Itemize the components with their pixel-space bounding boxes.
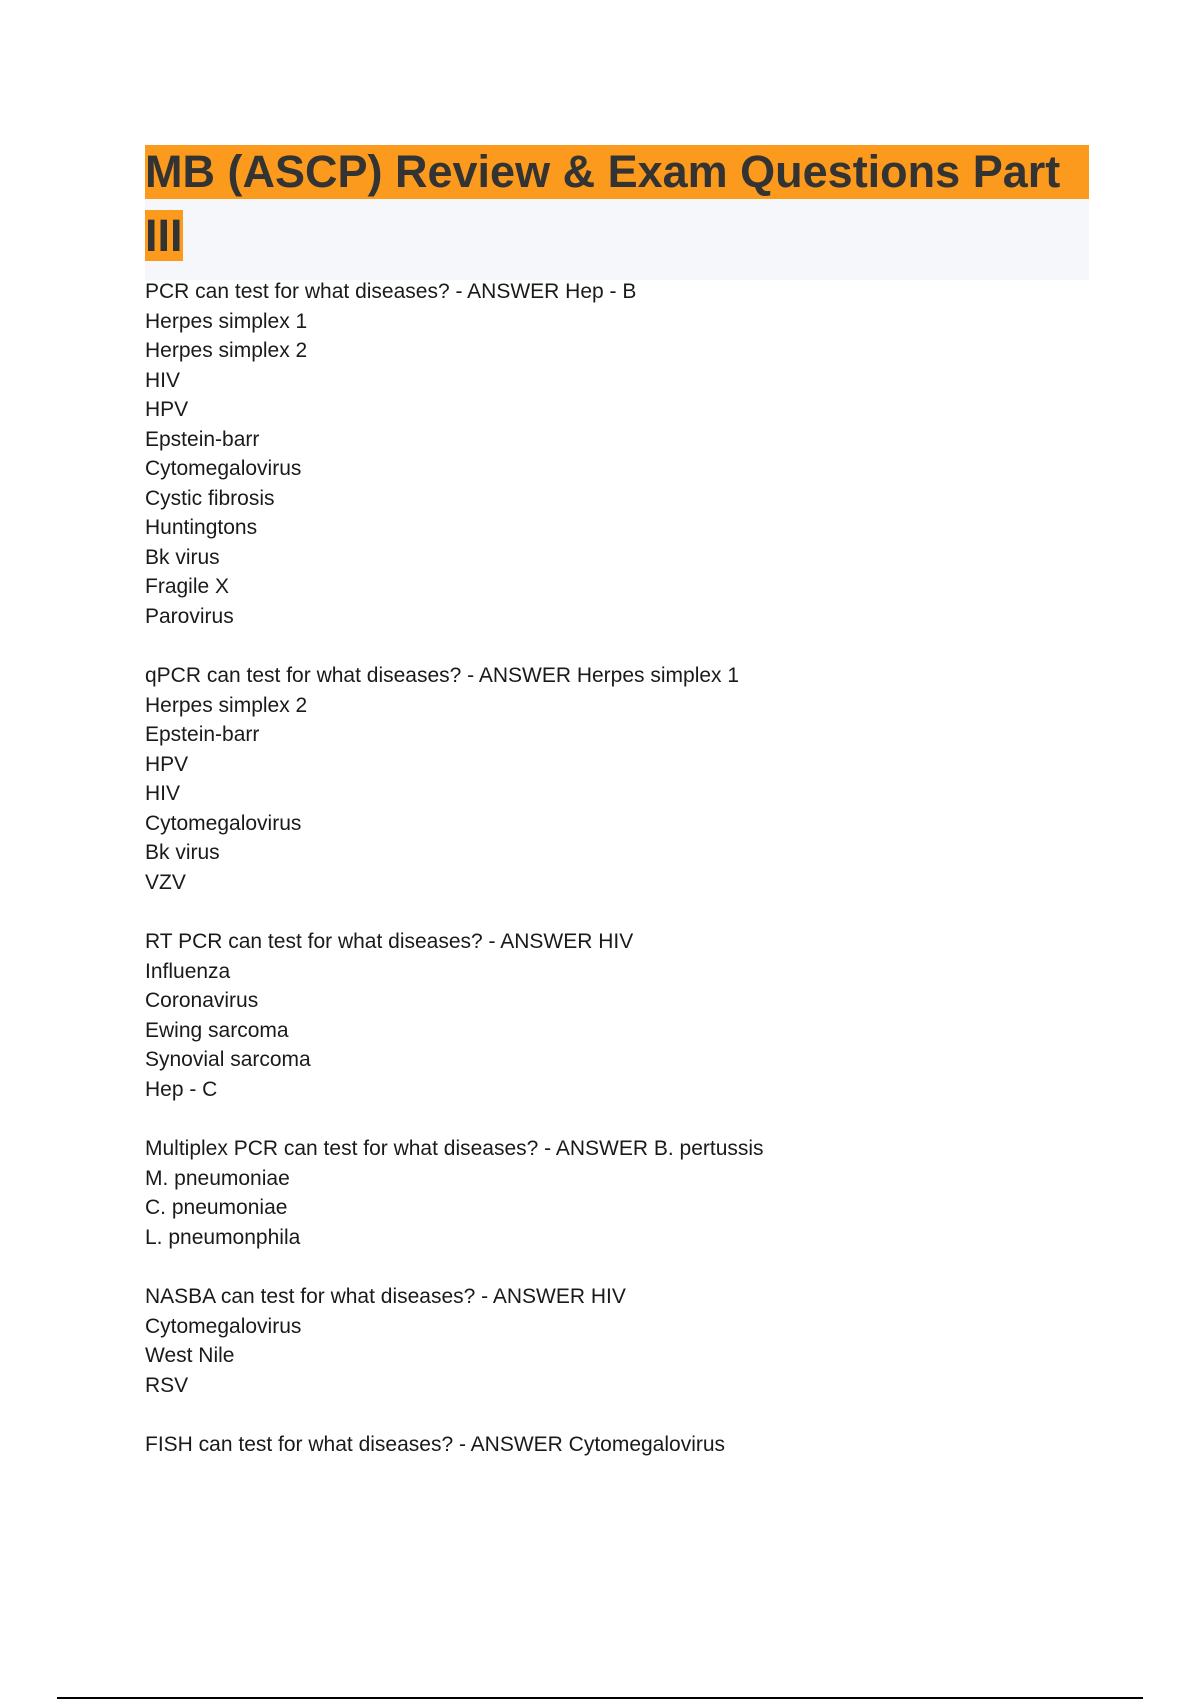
title-highlight: III	[145, 210, 183, 261]
question-line: PCR can test for what diseases? - ANSWER Hep - B	[145, 280, 637, 303]
document-title-line-2	[145, 209, 183, 263]
answer-item: M. pneumoniae	[145, 1166, 290, 1190]
title-block	[145, 145, 1089, 280]
answer-item: HPV	[145, 398, 189, 421]
qa-block	[145, 1282, 1085, 1400]
answer-item: Epstein-barr	[145, 723, 260, 746]
answer-item: Influenza	[145, 959, 231, 983]
answer-item: West Nile	[145, 1344, 235, 1367]
answer-item: HPV	[145, 752, 189, 776]
qa-block	[145, 1134, 1085, 1252]
question-line: Multiplex PCR can test for what diseases? - ANSWER B. pertussis	[145, 1137, 764, 1160]
answer-item: Huntingtons	[145, 516, 258, 539]
qa-block	[145, 661, 1085, 897]
answer-item: RSV	[145, 1373, 189, 1397]
answer-item: Bk virus	[145, 841, 220, 864]
qa-block	[145, 927, 1085, 1104]
question-line: qPCR can test for what diseases? - ANSWER Herpes simplex 1	[145, 664, 740, 687]
answer-item: Bk virus	[145, 545, 220, 569]
answer-item: HIV	[145, 782, 181, 805]
question-line: NASBA can test for what diseases? - ANSWER HIV	[145, 1285, 626, 1308]
answer-item: Coronavirus	[145, 989, 259, 1012]
answer-item: Herpes simplex 2	[145, 339, 308, 362]
answer-item: Hep - C	[145, 1077, 218, 1101]
answer-item: Ewing sarcoma	[145, 1018, 289, 1042]
answer-item: Cytomegalovirus	[145, 457, 302, 480]
answer-item: Cytomegalovirus	[145, 811, 302, 835]
answer-item: Herpes simplex 2	[145, 693, 308, 717]
answer-item: Synovial sarcoma	[145, 1048, 311, 1071]
question-line: RT PCR can test for what diseases? - ANSWER HIV	[145, 930, 634, 953]
footer-rule	[57, 1697, 1143, 1699]
answer-item: C. pneumoniae	[145, 1196, 288, 1219]
answer-item: L. pneumonphila	[145, 1225, 301, 1249]
answer-item: Fragile X	[145, 575, 230, 598]
document-title-line-1	[145, 145, 1089, 199]
question-line: FISH can test for what diseases? - ANSWER Cytomegalovirus	[145, 1433, 726, 1456]
qa-block	[145, 277, 1085, 631]
answer-item: HIV	[145, 368, 181, 392]
qa-block	[145, 1430, 1085, 1460]
answer-item: Herpes simplex 1	[145, 309, 308, 333]
title-highlight: MB (ASCP) Review & Exam Questions Part	[145, 145, 1089, 199]
qa-content	[145, 277, 1085, 1490]
answer-item: Cytomegalovirus	[145, 1314, 302, 1338]
answer-item: Parovirus	[145, 604, 234, 628]
answer-item: Cystic fibrosis	[145, 486, 275, 510]
answer-item: Epstein-barr	[145, 427, 260, 451]
answer-item: VZV	[145, 870, 186, 894]
